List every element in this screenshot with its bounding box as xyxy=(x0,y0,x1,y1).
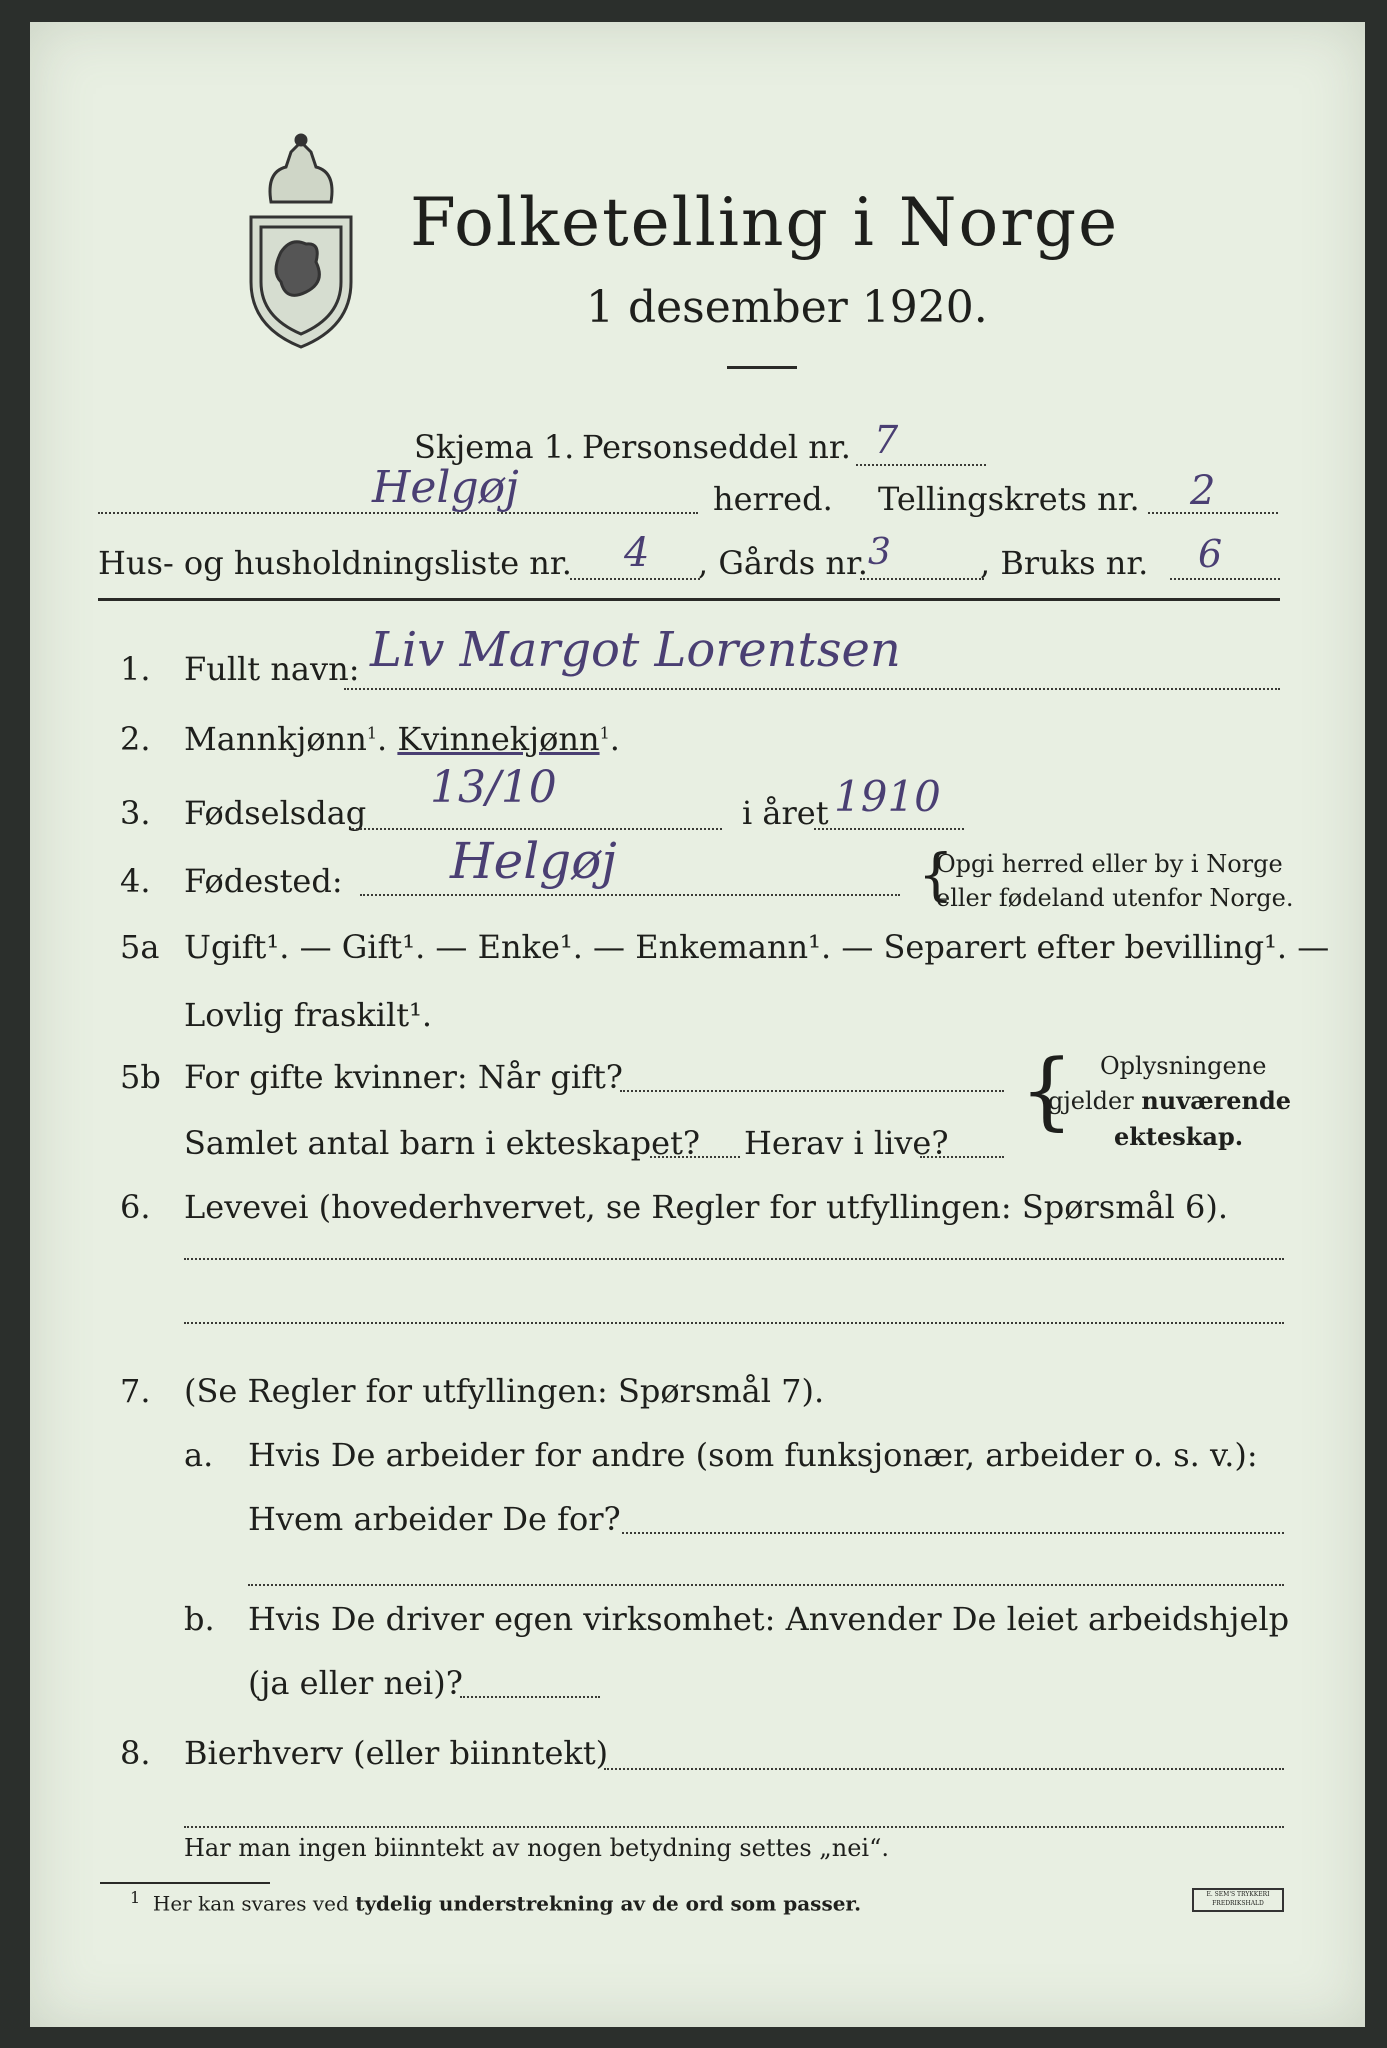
q8-label: Bierhverv (eller biinntekt) xyxy=(184,1734,609,1772)
alive-label: Herav i live? xyxy=(744,1124,949,1162)
q4-brace: { xyxy=(918,843,954,908)
tellingskrets-value: 2 xyxy=(1190,468,1216,514)
q6-number: 6. xyxy=(120,1188,151,1226)
q4-note-2: eller fødeland utenfor Norge. xyxy=(936,884,1294,912)
schema-label: Skjema 1. xyxy=(414,428,575,466)
birthplace-field[interactable] xyxy=(360,894,900,896)
q7a-question: Hvem arbeider De for? xyxy=(248,1500,621,1538)
herred-value: Helgøj xyxy=(372,462,519,513)
kvinnekjonn-option[interactable]: Kvinnekjønn xyxy=(397,720,600,758)
q3-number: 3. xyxy=(120,794,151,832)
alive-field[interactable] xyxy=(920,1156,1004,1158)
q7b-text: Hvis De driver egen virksomhet: Anvender De leiet arbeidshjelp xyxy=(248,1600,1290,1638)
gards-value: 3 xyxy=(868,532,891,573)
personseddel-field[interactable] xyxy=(856,464,986,466)
birth-year-value: 1910 xyxy=(834,772,941,821)
footnote: $^1$ Her kan svares ved tydelig understrekning av de ord som passer. xyxy=(130,1888,862,1916)
q2-options: Mannkjønn$^1$. Kvinnekjønn$^1$. xyxy=(184,720,620,758)
married-date-field[interactable] xyxy=(620,1090,1004,1092)
hus-field[interactable] xyxy=(570,578,700,580)
employer-field-1[interactable] xyxy=(622,1532,1284,1534)
personseddel-value: 7 xyxy=(874,418,899,462)
mannkjonn-option[interactable]: Mannkjønn xyxy=(184,720,367,758)
bruks-field[interactable] xyxy=(1170,578,1280,580)
birthday-value: 13/10 xyxy=(430,762,557,813)
title-divider xyxy=(727,366,797,369)
q7-label: (Se Regler for utfyllingen: Spørsmål 7). xyxy=(184,1372,825,1410)
q2-number: 2. xyxy=(120,720,151,758)
q5b-note-1: Oplysningene xyxy=(1100,1052,1267,1080)
coat-of-arms-icon xyxy=(246,132,356,352)
q7a-text: Hvis De arbeider for andre (som funksjonær, arbeider o. s. v.): xyxy=(248,1436,1258,1474)
printer-stamp: E. SEM'S TRYKKERI FREDRIKSHALD xyxy=(1192,1888,1284,1912)
q5b-note-3: ekteskap. xyxy=(1114,1122,1244,1151)
q7b-question: (ja eller nei)? xyxy=(248,1664,463,1702)
occupation-field-2[interactable] xyxy=(184,1322,1284,1324)
hus-value: 4 xyxy=(624,530,650,576)
q8-number: 8. xyxy=(120,1734,151,1772)
q1-label: Fullt navn: xyxy=(184,650,360,688)
q3-label: Fødselsdag xyxy=(184,794,367,832)
birthplace-value: Helgøj xyxy=(450,832,617,890)
hired-help-field[interactable] xyxy=(460,1696,600,1698)
form-title: Folketelling i Norge xyxy=(410,184,1120,261)
aret-label: i året xyxy=(742,794,829,832)
q5b-note-2: gjelder nuværende xyxy=(1048,1086,1292,1115)
children-label: Samlet antal barn i ekteskapet? xyxy=(184,1124,701,1162)
census-date: 1 desember 1920. xyxy=(586,282,988,333)
full-name-value: Liv Margot Lorentsen xyxy=(370,622,901,678)
birth-year-field[interactable] xyxy=(814,828,964,830)
q5b-label: For gifte kvinner: Når gift? xyxy=(184,1058,623,1096)
q5b-number: 5b xyxy=(120,1058,161,1096)
census-form xyxy=(30,22,1365,2027)
occupation-field-1[interactable] xyxy=(184,1258,1284,1260)
q4-label: Fødested: xyxy=(184,862,343,900)
q7b-letter: b. xyxy=(184,1600,215,1638)
q4-number: 4. xyxy=(120,862,151,900)
q7-number: 7. xyxy=(120,1372,151,1410)
footer-note: Har man ingen biinntekt av nogen betydning settes „nei“. xyxy=(184,1834,889,1862)
full-name-field[interactable] xyxy=(344,688,1280,690)
secondary-income-field-1[interactable] xyxy=(604,1768,1284,1770)
bruks-label: , Bruks nr. xyxy=(980,544,1149,582)
secondary-income-field-2[interactable] xyxy=(184,1826,1284,1828)
birthday-field[interactable] xyxy=(352,828,722,830)
q4-note-1: Opgi herred eller by i Norge xyxy=(936,850,1283,878)
gards-field[interactable] xyxy=(860,578,984,580)
q7a-letter: a. xyxy=(184,1436,214,1474)
footnote-rule xyxy=(100,1882,270,1884)
personseddel-label: Personseddel nr. xyxy=(582,428,851,466)
children-field[interactable] xyxy=(650,1156,740,1158)
q1-number: 1. xyxy=(120,650,151,688)
q5a-option-fraskilt[interactable]: Lovlig fraskilt¹. xyxy=(184,996,433,1034)
herred-label: herred. xyxy=(713,480,833,518)
header-rule xyxy=(98,598,1280,601)
q5a-options[interactable]: Ugift¹. — Gift¹. — Enke¹. — Enkemann¹. — Separert efter bevilling¹. — xyxy=(184,928,1330,966)
hus-label: Hus- og husholdningsliste nr. xyxy=(98,544,572,582)
tellingskrets-label: Tellingskrets nr. xyxy=(878,480,1140,518)
bruks-value: 6 xyxy=(1198,532,1223,576)
q5a-number: 5a xyxy=(120,928,160,966)
q6-label: Levevei (hovederhvervet, se Regler for utfyllingen: Spørsmål 6). xyxy=(184,1188,1229,1226)
employer-field-2[interactable] xyxy=(248,1584,1284,1586)
q5b-brace: { xyxy=(1020,1041,1074,1139)
gards-label: , Gårds nr. xyxy=(698,544,868,582)
